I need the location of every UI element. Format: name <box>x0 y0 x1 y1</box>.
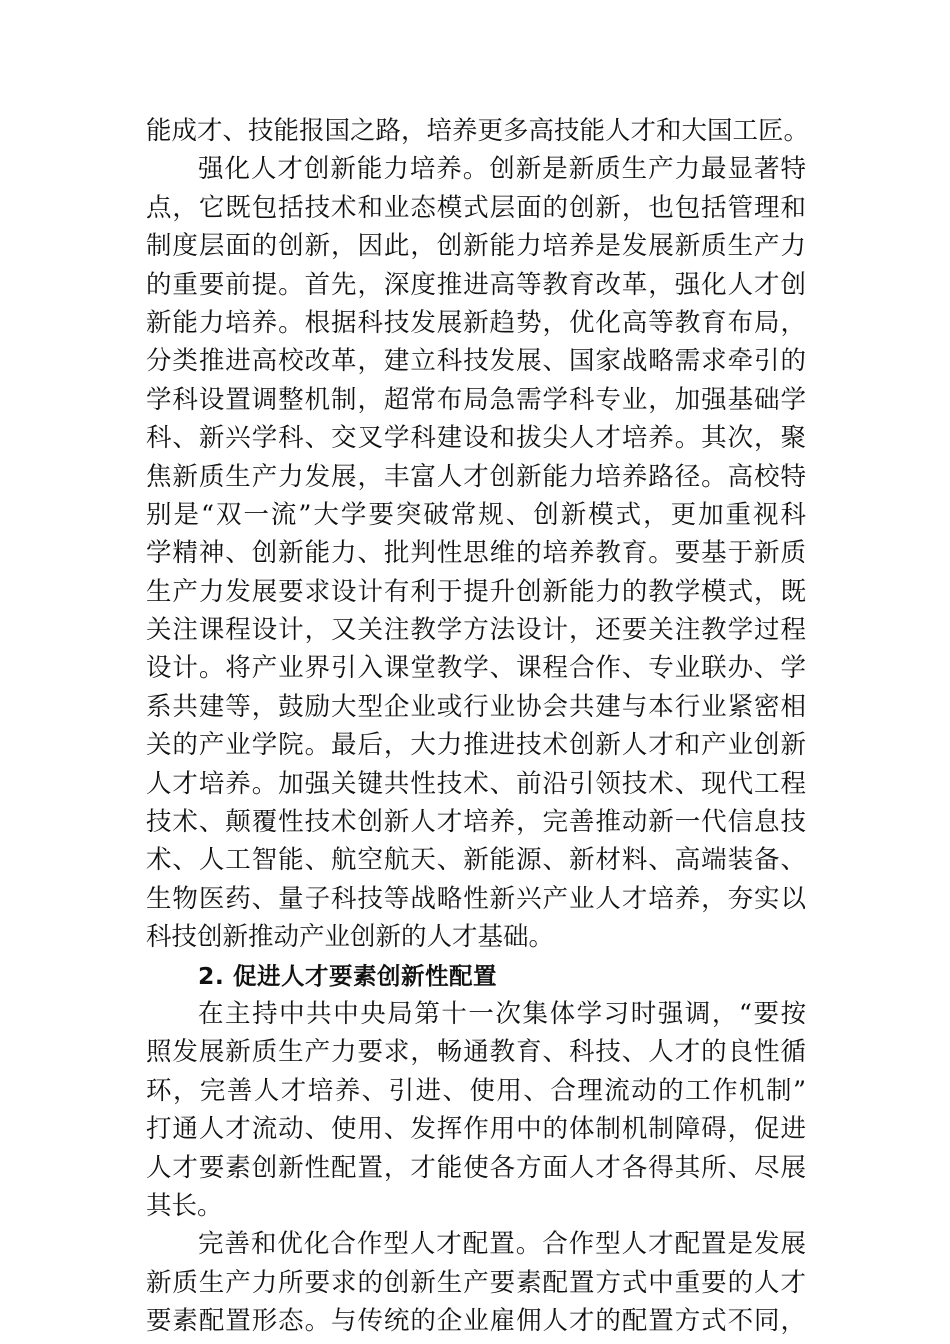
text-line: 技术、颠覆性技术创新人才培养，完善推动新一代信息技 <box>146 807 806 838</box>
text-line: 照发展新质生产力要求，畅通教育、科技、人才的良性循 <box>146 1037 806 1068</box>
text-line: 分类推进高校改革，建立科技发展、国家战略需求牵引的 <box>146 346 806 377</box>
text-line: 在主持中共中央局第十一次集体学习时强调，“要按 <box>198 998 806 1029</box>
text-line: 设计。将产业界引入课堂教学、课程合作、专业联办、学 <box>146 653 806 684</box>
text-line: 关注课程设计，又关注教学方法设计，还要关注教学过程 <box>146 615 806 646</box>
section-heading: 2. 促进人才要素创新性配置 <box>198 961 497 990</box>
text-line: 别是“双一流”大学要突破常规、创新模式，更加重视科 <box>146 499 806 530</box>
text-line: 的重要前提。首先，深度推进高等教育改革，强化人才创 <box>146 269 806 300</box>
text-line: 人才培养。加强关键共性技术、前沿引领技术、现代工程 <box>146 768 806 799</box>
text-line: 其长。 <box>146 1190 223 1221</box>
text-line: 能成才、技能报国之路，培养更多高技能人才和大国工匠。 <box>146 116 810 146</box>
text-line: 人才要素创新性配置，才能使各方面人才各得其所、尽展 <box>146 1152 806 1183</box>
text-line: 新能力培养。根据科技发展新趋势，优化高等教育布局， <box>146 307 806 338</box>
text-line: 术、人工智能、航空航天、新能源、新材料、高端装备、 <box>146 845 806 876</box>
text-line: 制度层面的创新，因此，创新能力培养是发展新质生产力 <box>146 231 806 262</box>
text-line: 学精神、创新能力、批判性思维的培养教育。要基于新质 <box>146 538 806 569</box>
text-line: 关的产业学院。最后，大力推进技术创新人才和产业创新 <box>146 730 806 761</box>
text-line: 打通人才流动、使用、发挥作用中的体制机制障碍，促进 <box>146 1114 806 1145</box>
text-line: 生物医药、量子科技等战略性新兴产业人才培养，夯实以 <box>146 883 806 914</box>
text-line: 焦新质生产力发展，丰富人才创新能力培养路径。高校特 <box>146 461 806 492</box>
text-line: 强化人才创新能力培养。创新是新质生产力最显著特 <box>198 154 806 185</box>
text-line: 要素配置形态。与传统的企业雇佣人才的配置方式不同， <box>146 1306 806 1337</box>
text-line: 点，它既包括技术和业态模式层面的创新，也包括管理和 <box>146 192 806 223</box>
document-page <box>146 112 810 1341</box>
text-line: 环，完善人才培养、引进、使用、合理流动的工作机制” <box>146 1075 806 1106</box>
text-line: 完善和优化合作型人才配置。合作型人才配置是发展 <box>198 1229 806 1260</box>
text-line: 学科设置调整机制，超常布局急需学科专业，加强基础学 <box>146 384 806 415</box>
text-line: 新质生产力所要求的创新生产要素配置方式中重要的人才 <box>146 1267 806 1298</box>
text-line: 科技创新推动产业创新的人才基础。 <box>146 922 555 953</box>
text-line: 系共建等，鼓励大型企业或行业协会共建与本行业紧密相 <box>146 691 806 722</box>
text-line: 科、新兴学科、交叉学科建设和拔尖人才培养。其次，聚 <box>146 423 806 454</box>
text-line: 生产力发展要求设计有利于提升创新能力的教学模式，既 <box>146 576 806 607</box>
